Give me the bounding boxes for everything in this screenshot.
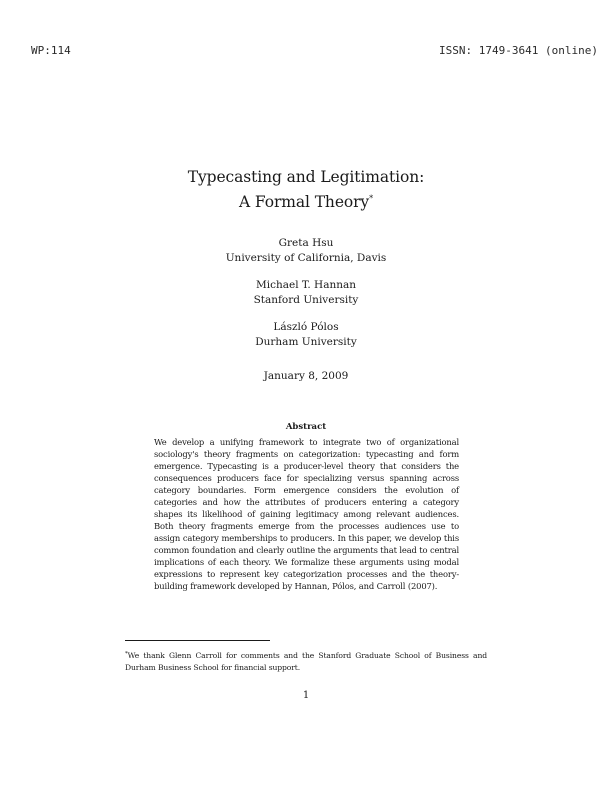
working-paper-number: WP:114 bbox=[31, 44, 71, 57]
author-name: László Pólos bbox=[273, 321, 339, 333]
footnote-text: We thank Glenn Carroll for comments and the Stanford Graduate School of Business and Durham Business School for financial support. bbox=[125, 651, 487, 672]
author-affiliation: Durham University bbox=[255, 336, 357, 348]
abstract-text: We develop a unifying framework to integrate two of organizational sociology's theory fragments on categorization: typecasting and form emergence. Typecasting is a producer-level theory that considers the consequences producers face for specializing versus spanning across category boundaries. Form emergence considers the evolution of categories and how the attributes of producers entering a category shapes its likelihood of gaining legitimacy among relevant audiences. Both theory fragments emerge from the processes audiences use to assign category memberships to producers. In this paper, we develop this common foundation and clearly outline the arguments that lead to central implications of each theory. We formalize these arguments using modal expressions to represent key categorization processes and the theory-building framework developed by Hannan, Pólos, and Carroll (2007). bbox=[154, 437, 459, 591]
title-line-1: Typecasting and Legitimation: bbox=[187, 168, 425, 186]
paper-title bbox=[0, 167, 612, 213]
page-number: 1 bbox=[302, 690, 310, 701]
publication-date: January 8, 2009 bbox=[263, 370, 349, 382]
issn-label: ISSN: 1749-3641 (online) bbox=[439, 44, 598, 57]
title-footnote-marker: * bbox=[369, 194, 373, 203]
author-block-1 bbox=[0, 236, 612, 266]
author-affiliation: University of California, Davis bbox=[225, 252, 387, 264]
footnote-divider bbox=[125, 640, 270, 641]
author-affiliation: Stanford University bbox=[253, 294, 359, 306]
author-block-2 bbox=[0, 278, 612, 308]
abstract-heading: Abstract bbox=[285, 422, 327, 432]
title-line-2: A Formal Theory* bbox=[239, 193, 373, 211]
footnote-marker: * bbox=[125, 651, 128, 657]
author-name: Greta Hsu bbox=[278, 237, 334, 249]
author-block-3 bbox=[0, 320, 612, 350]
footnote bbox=[125, 649, 487, 673]
author-name: Michael T. Hannan bbox=[255, 279, 357, 291]
